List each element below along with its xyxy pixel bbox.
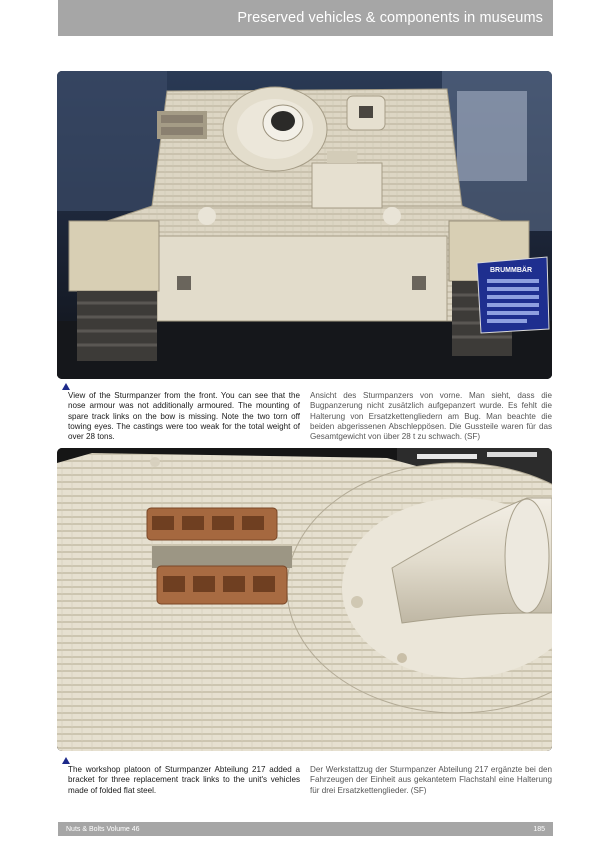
caption-english: View of the Sturmpanzer from the front. You can see that the nose armour was not additionally armoured. The mounting of spare track links on the bow is missing. Note the two torn off towing eyes. The castings were too weak for the total weight of over 28 tons. [68, 391, 300, 442]
caption-german: Ansicht des Sturmpanzers von vorne. Man sieht, dass die Bugpanzerung nicht zusätzlich aufgepanzert wurde. Es fehlt die Halterung von Ersatzkettengliedern am Bug. Man beachte die beiden abgerissenen Abschleppösen. Die Gussteile waren für das Gesamtgewicht von über 28 t zu schwach. (SF) [310, 391, 552, 442]
caption-marker-icon [62, 383, 70, 390]
photo-sturmpanzer-front [57, 71, 552, 379]
caption-marker-icon [62, 757, 70, 764]
caption-english: The workshop platoon of Sturmpanzer Abteilung 217 added a bracket for three replacement track links to the unit's vehicles made of folded flat steel. [68, 765, 300, 795]
header-bar [58, 0, 553, 36]
photo-track-link-bracket [57, 448, 552, 751]
page-number: 185 [533, 825, 545, 833]
section-title: Preserved vehicles & components in museums [237, 10, 543, 26]
track-link-bracket-image [57, 448, 552, 751]
museum-info-sign [477, 257, 549, 333]
publication-title: Nuts & Bolts Volume 46 [66, 825, 140, 833]
footer-bar [58, 822, 553, 836]
sign-title: BRUMMBÄR [490, 267, 532, 274]
caption-german: Der Werkstattzug der Sturmpanzer Abteilung 217 ergänzte bei den Fahrzeugen der Einheit aus gekantetem Flachstahl eine Halterung für drei Ersatzkettenglieder. (SF) [310, 765, 552, 795]
sturmpanzer-front-image [57, 71, 552, 379]
spare-track-links [147, 508, 292, 604]
